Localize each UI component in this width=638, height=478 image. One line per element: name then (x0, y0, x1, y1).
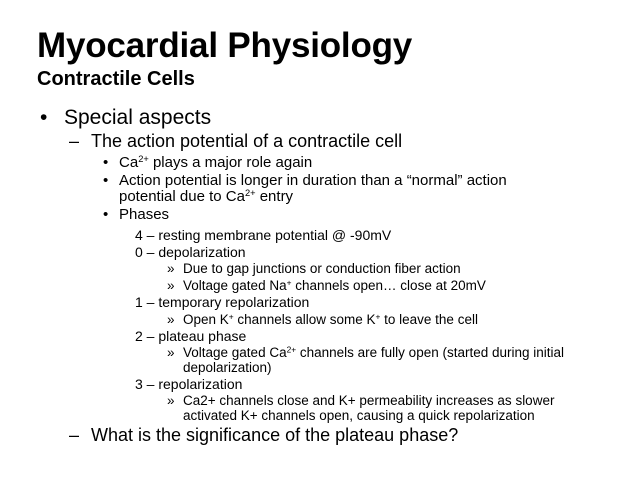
chevron-marker: » (167, 345, 175, 360)
phase-0-sodium-channels (183, 279, 486, 293)
phase-1-potassium-channels (183, 313, 478, 327)
chevron-marker: » (167, 393, 175, 408)
text-segment: Voltage gated Na (183, 278, 287, 293)
text-segment: entry (255, 188, 294, 205)
text-segment: to leave the cell (380, 312, 478, 327)
text-segment: channels allow some K (233, 312, 376, 327)
chevron-marker: » (167, 312, 175, 327)
bullet-action-potential: The action potential of a contractile cell (91, 131, 403, 151)
phase-1: 1 – temporary repolarization (135, 294, 310, 310)
phase-2: 2 – plateau phase (135, 328, 247, 344)
bullet-longer-duration-line1: Action potential is longer in duration than a “normal” action (119, 172, 507, 189)
phase-2-calcium-channels-line1 (183, 346, 564, 360)
text-segment: Voltage gated Ca (183, 345, 287, 360)
text-segment: channels are fully open (started during initial (296, 345, 565, 360)
text-segment: potential due to Ca (119, 188, 245, 205)
phase-0: 0 – depolarization (135, 244, 246, 260)
phase-3-repolarization-line1: Ca2+ channels close and K+ permeability increases as slower (183, 393, 555, 408)
text-segment: channels open… close at 20mV (291, 278, 486, 293)
text-segment: plays a major role again (148, 154, 313, 171)
slide-title: Myocardial Physiology (37, 26, 413, 65)
phase-3: 3 – repolarization (135, 376, 243, 392)
bullet-phases: Phases (119, 206, 170, 223)
superscript: 2+ (286, 344, 297, 355)
bullet-special-aspects: Special aspects (64, 106, 212, 129)
chevron-marker: » (167, 278, 175, 293)
phase-2-calcium-channels-line2: depolarization) (183, 360, 272, 375)
superscript: 2+ (138, 153, 149, 164)
bullet-marker: • (40, 106, 48, 129)
slide-subtitle: Contractile Cells (37, 68, 195, 90)
superscript: 2+ (244, 187, 256, 198)
superscript: + (375, 311, 381, 322)
bullet-marker: • (103, 172, 109, 189)
text-segment: Open K (183, 312, 229, 327)
question-plateau-significance: What is the significance of the plateau phase? (91, 425, 459, 445)
chevron-marker: » (167, 261, 175, 276)
dash-marker: – (69, 425, 80, 445)
bullet-ca-role (119, 155, 312, 170)
superscript: + (228, 311, 234, 322)
superscript: + (286, 277, 292, 288)
phase-3-repolarization-line2: activated K+ channels open, causing a quick repolarization (183, 408, 535, 423)
bullet-longer-duration-line2 (119, 189, 293, 204)
dash-marker: – (69, 131, 80, 151)
phase-0-gap-junctions: Due to gap junctions or conduction fiber action (183, 261, 461, 276)
text-segment: Ca (119, 154, 139, 171)
bullet-marker: • (103, 154, 109, 171)
bullet-marker: • (103, 206, 109, 223)
phase-4: 4 – resting membrane potential @ -90mV (135, 227, 392, 243)
